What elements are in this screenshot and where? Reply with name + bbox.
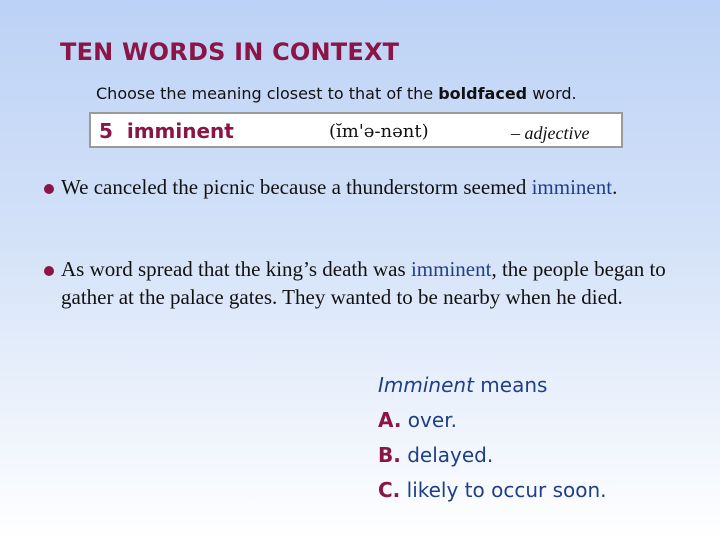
answer-means: means	[473, 373, 548, 397]
answer-term: Imminent	[378, 373, 474, 397]
answer-choices	[378, 368, 607, 508]
word-number: 5	[99, 119, 113, 143]
word-heading	[99, 119, 234, 143]
bullet-icon	[44, 266, 54, 276]
option-letter: B.	[378, 443, 401, 467]
slide-title: TEN WORDS IN CONTEXT	[60, 38, 400, 66]
sentence-text	[44, 255, 684, 311]
option-text: over.	[401, 408, 457, 432]
part-of-speech: – adjective	[511, 123, 590, 143]
option-c[interactable]	[378, 473, 607, 508]
option-b[interactable]	[378, 438, 607, 473]
example-sentence-1	[44, 173, 684, 201]
instruction-bold: boldfaced	[438, 84, 528, 103]
sentence-after: , the people began to gather at the palace gates. They wanted to be nearby when he died.	[61, 257, 666, 309]
example-sentence-2	[44, 255, 684, 311]
option-text: delayed.	[400, 443, 494, 467]
option-a[interactable]	[378, 403, 607, 438]
sentence-highlight-word: imminent	[410, 257, 492, 281]
option-letter: C.	[378, 478, 401, 502]
vocabulary-word-box	[89, 112, 623, 148]
instruction-before: Choose the meaning closest to that of the	[96, 84, 439, 103]
headword: imminent	[126, 119, 234, 143]
bullet-icon	[44, 184, 54, 194]
sentence-after: .	[612, 175, 618, 199]
option-letter: A.	[378, 408, 402, 432]
option-text: likely to occur soon.	[400, 478, 607, 502]
pronunciation: (ĭm'ə-nənt)	[329, 121, 429, 142]
answer-prompt	[378, 368, 607, 403]
sentence-before: As word spread that the king’s death was	[61, 257, 411, 281]
sentence-highlight-word: imminent	[531, 175, 613, 199]
instruction-after: word.	[527, 84, 577, 103]
instruction-text	[96, 84, 577, 103]
sentence-text	[44, 173, 684, 201]
sentence-before: We canceled the picnic because a thunderstorm seemed	[61, 175, 532, 199]
